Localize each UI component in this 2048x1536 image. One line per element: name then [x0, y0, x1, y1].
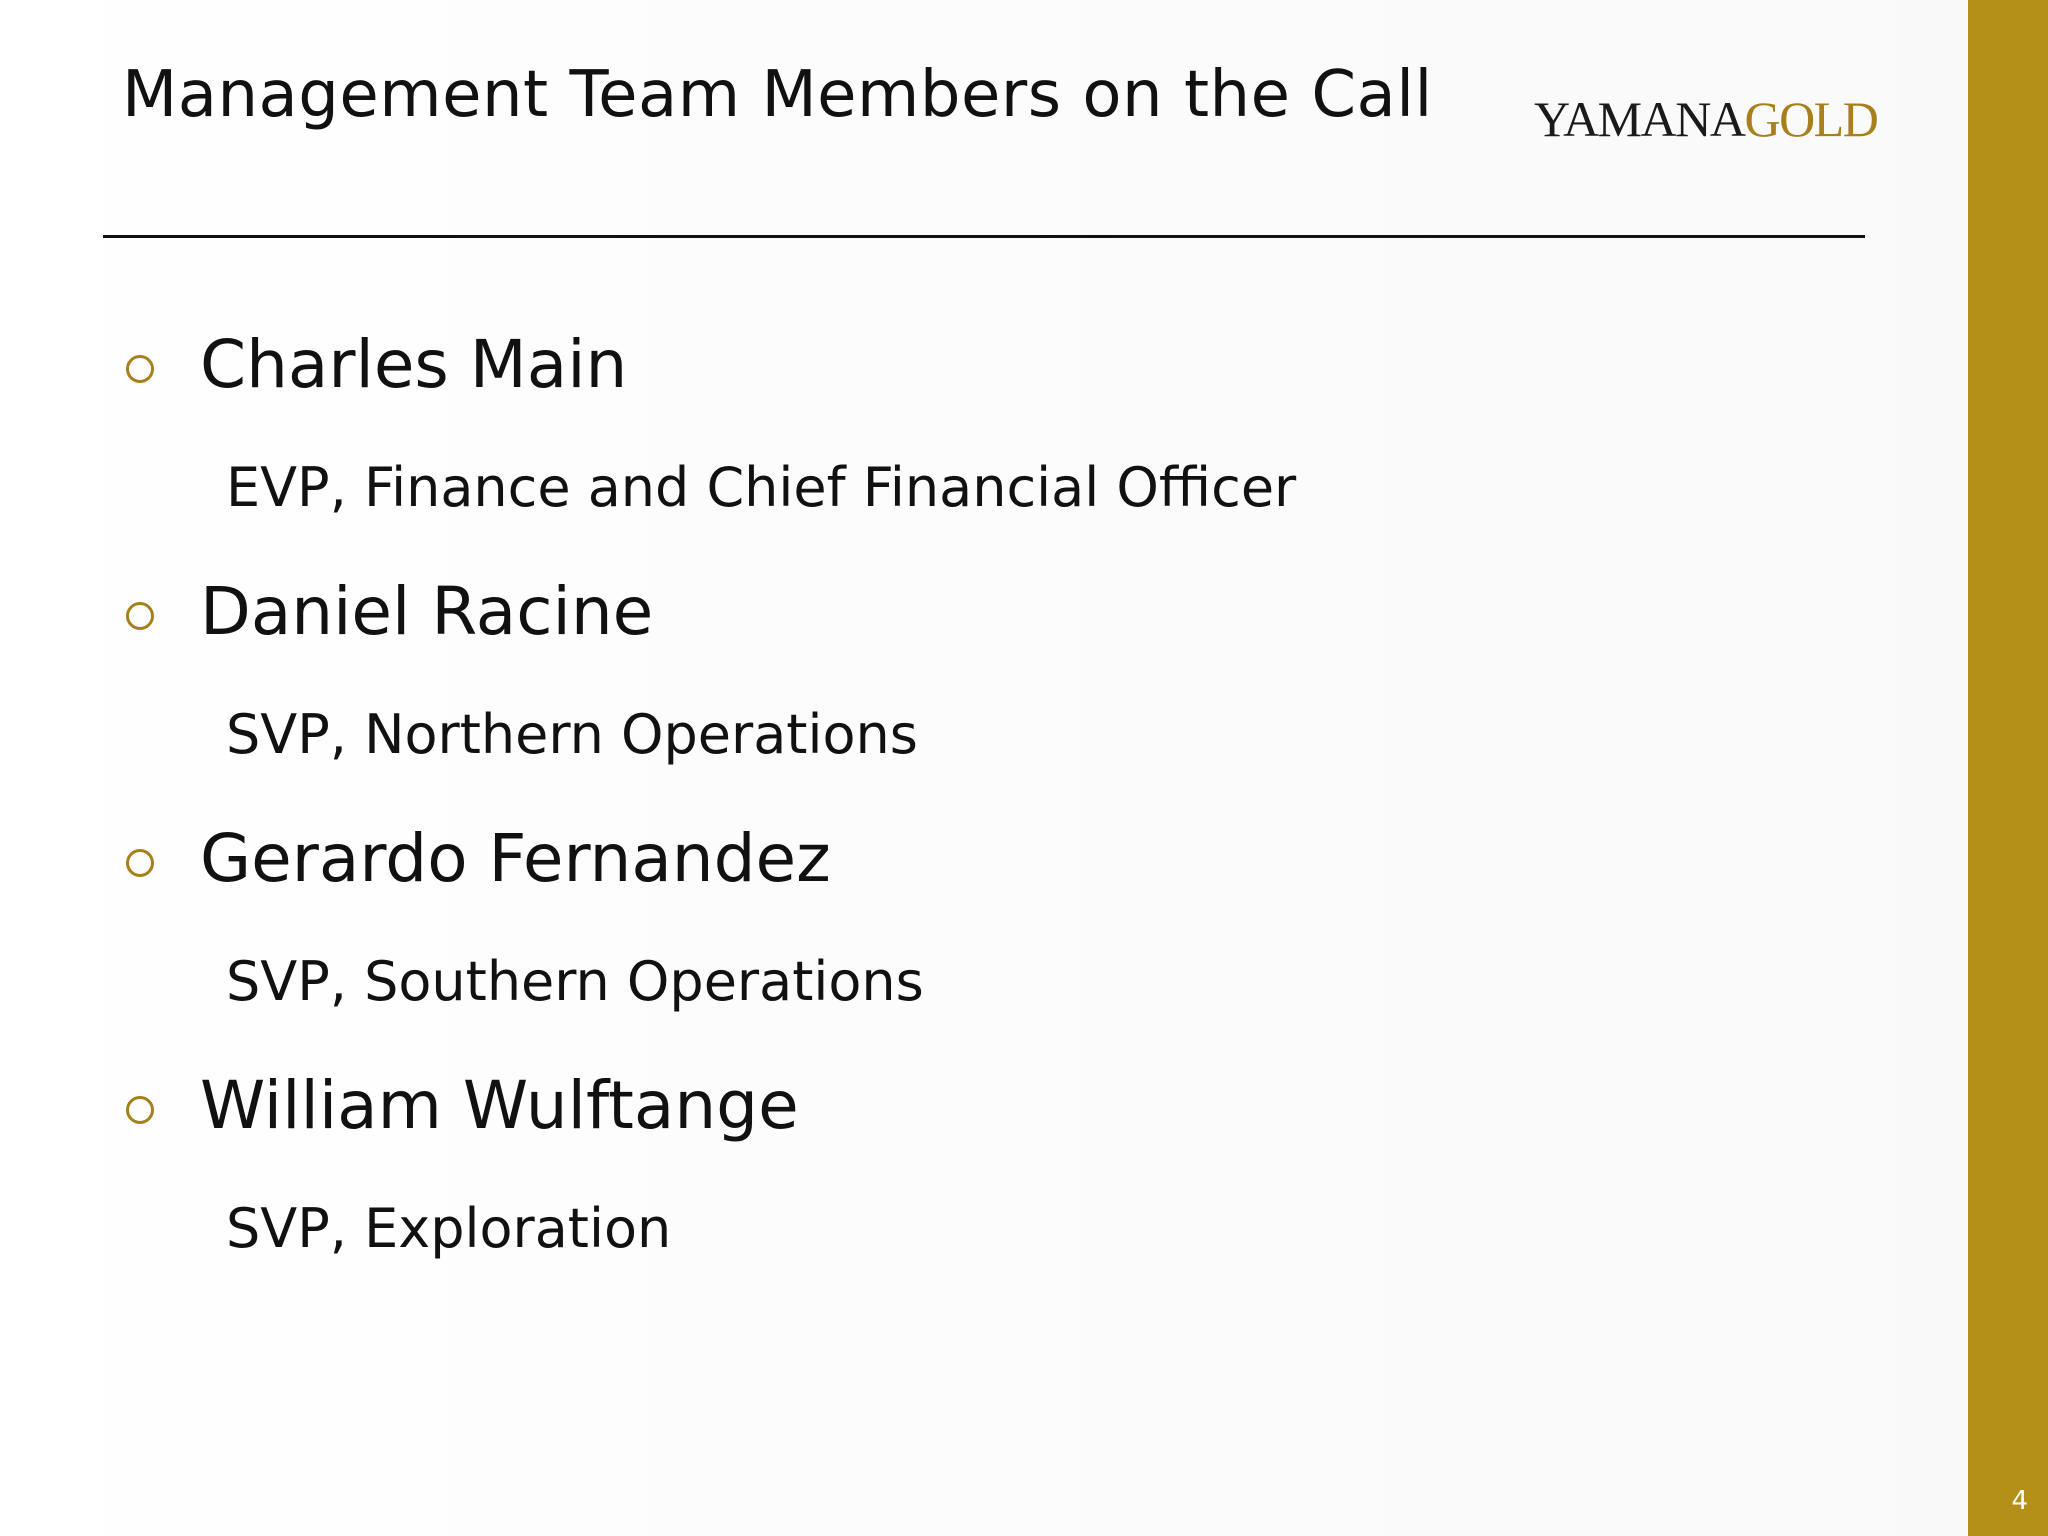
circle-bullet-icon	[126, 355, 154, 383]
slide-title: Management Team Members on the Call	[122, 58, 1433, 132]
member-name: Gerardo Fernandez	[200, 820, 831, 897]
member-name: William Wulftange	[200, 1067, 799, 1144]
member-name: Charles Main	[200, 326, 628, 403]
logo-wordmark-yamana: YAMANA	[1534, 91, 1745, 147]
member-role: SVP, Northern Operations	[226, 703, 918, 766]
company-logo	[1534, 90, 1877, 148]
circle-bullet-icon	[126, 1096, 154, 1124]
logo-wordmark-gold: GOLD	[1744, 91, 1878, 147]
accent-sidebar	[1968, 0, 2048, 1536]
title-divider	[103, 235, 1865, 238]
member-name: Daniel Racine	[200, 573, 654, 650]
member-role: SVP, Exploration	[226, 1197, 672, 1260]
page-number: 4	[2011, 1486, 2028, 1516]
member-role: SVP, Southern Operations	[226, 950, 924, 1013]
member-role: EVP, Finance and Chief Financial Officer	[226, 456, 1297, 519]
circle-bullet-icon	[126, 602, 154, 630]
circle-bullet-icon	[126, 849, 154, 877]
